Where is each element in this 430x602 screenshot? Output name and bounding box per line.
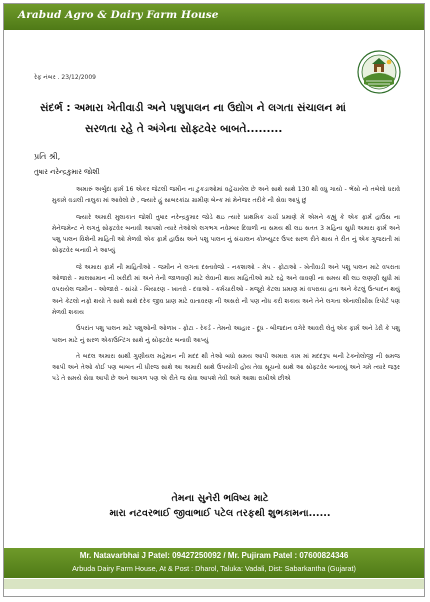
salutation: પ્રતિ શ્રી,: [34, 152, 61, 161]
reference-number: રેફ નંબર . 23/12/2009: [34, 74, 96, 81]
recipient-name: તુષાર નરેન્દ્રકુમાર જોશી: [34, 168, 100, 176]
subject-heading: [40, 98, 400, 140]
footer-address: Arbuda Dairy Farm House, At & Post : Dharol, Taluka: Vadali, Dist: Sabarkantha (Gujarat): [72, 564, 356, 573]
footer-bottom-strip: [4, 579, 424, 589]
footer-contact: Mr. Natavarbhai J Patel: 09427250092 / Mr. Pujiram Patel : 07600824346: [79, 551, 349, 560]
farm-logo-icon: [357, 50, 401, 94]
body-paragraph-3: જે અમારા ફાર્મ ની માહિતીઓ - જમીન ને લગતા દસ્તાવેજો - નકશાઓ - મેપ - ફોટાઓ - ખેતીવાડી અને પશુ પાલન માટે વપરાતા ઓજારો - માલસામાન ની ખરીદી માં અને તેની જાળવણી માટે લેવાની થાય માહિતીઓ માટે રહે અને વાવણી ના સમય થી લઇ લણણી સુધી માં વપરાયેલ જમીન - ઓજારો - સાંચો - બિયારણ - ખાતરો - દવાઓ - કર્મચારીઓ - મજૂરો કેટલા પ્રમાણ માં વપરાયા હતા અને કેટલું ઉત્પાદન થયું અને કેટલો નફો થયો તે સાથે સાથે દરેક જીવ પ્રાણ માટે વાતાવરણ ની અસરો ની પણ નોંધ કરી શકાય અને તેને લગતા એનાલીસીસ રિપોર્ટ પણ મેળવી શકાય: [52, 263, 400, 316]
letterhead-title: Arabud Agro & Dairy Farm House: [18, 9, 219, 21]
subject-line-2: સરળતા રહે તે અંગેના સોફ્ટવેર બાબતે.........: [85, 123, 283, 135]
letter-body: [52, 184, 400, 390]
body-paragraph-1: અમારું અર્બુદા ફાર્મ 16 એકર જેટલી જમીન ના ટુકડાઓમાં વહેંચાયેલ છે અને સાથે સાથે 130 થી વધુ ગાયો - ભેંસો નો તબેલો ધરાવે મુકામે વડાલી તાલુકા માં આવેલો છે , જ્યારે હું સાબરકાંઠા ગ્રામીણ બેન્ક માં મેનેજર તરીકે ની સેવા આપું છું: [52, 186, 400, 205]
closing-line-2: મારા નટવરભાઈ જીવાભાઈ પટેલ તરફથી શુભકામના......: [109, 508, 331, 519]
letterhead-band: [4, 4, 424, 30]
closing-line-1: તેમના સુનેરી ભવિષ્ય માટે: [171, 493, 269, 504]
body-paragraph-5: તે બદલ અમારા સાથી ગુણીયલ મહેમાન ની મદદ થી તેઓ બધો સમય આપી અમારા કામ માં મદદરૂપ બની ટેક્નોલોજી ની સમજ આપી અને તેઓ કોઈ પણ બાબત ની ધીરજ સાથે આ અમારી સાથે ઉપયોગી હોય તેવા સૂચનો સાથે આ સોફ્ટવેર બનાવ્યું અને ગમે ત્યારે જરૂર પડે તે સમયે સેવા આપી છે અને આગળ પણ એ રીતે જ સેવા આપશે તેવી અમે આશા રાખીએ છીએ: [52, 352, 400, 383]
body-paragraph-2: જ્યારે અમારી મુલાકાત જોશી તુષાર નરેન્દ્રકુમાર જોડે થઇ ત્યારે પ્રાથમિક ચર્ચા પ્રમાણે મેં એમને કહ્યું કે એક ફાર્મ હાઉસ ના મેનેજમેન્ટ ને લગતું સોફ્ટવેર બનાવી આપશો ત્યારે તેઓએ લગભગ નવેમ્બર દિવાળી ના સમય થી લઇ સતત 3 મહિના સુધી અમારા ફાર્મ અને પશુ પાલન વિશેની માહિતી ઓ મેળવી એક ફાર્મ હાઉસ અને પશુ પાલન નું સંચાલન કોમ્પ્યુટર ઉપર સરળ રીતે થાય તે રીત નું એક ગુજરાતી માં સોફ્ટવેર બનાવી ને આપ્યું: [52, 213, 400, 255]
closing-wishes: [40, 491, 400, 521]
body-paragraph-4: ઉપરાંત પશુ પાલન માટે પશુઓની ઓળખ - ફોટા - રેકર્ડ - તેમનો આહાર - દૂધ - બીજદાન વગેરે આવરી લેતું એક ફાર્મ અને ડેરી કે પશુ પાલન માટે નું સરળ એકાઉન્ટિંગ સાથે નું સોફ્ટવેર બનાવી આપ્યું: [52, 325, 400, 344]
subject-line-1: સંદર્ભ : અમારા ખેતીવાડી અને પશુપાલન ના ઉદ્યોગ ને લગતા સંચાલન માં: [40, 102, 346, 114]
